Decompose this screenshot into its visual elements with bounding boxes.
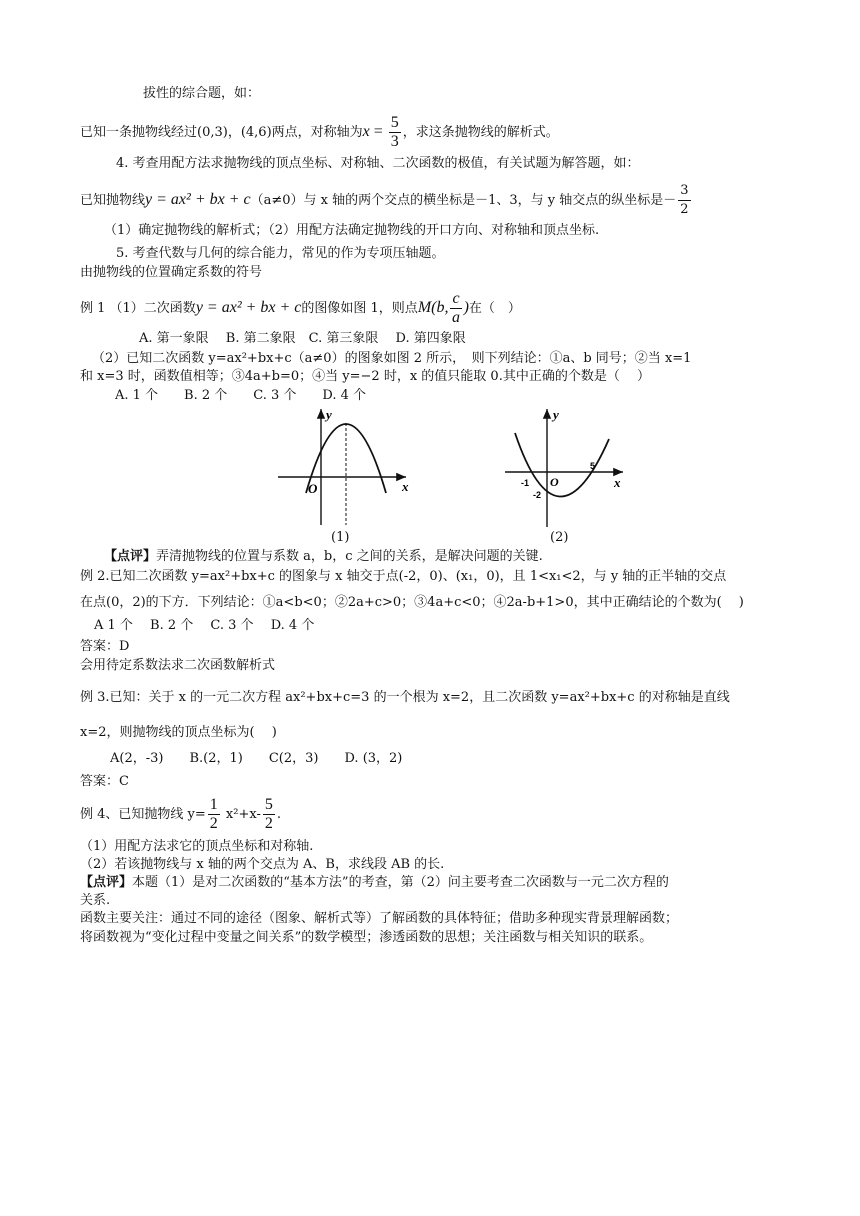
text-line: 拔性的综合题，如： [143,86,261,101]
y-label: y [326,407,332,422]
denominator: a [452,309,461,326]
text-span: 已知抛物线 [80,193,146,208]
text-span: . [276,807,281,822]
x-label: x [402,479,409,494]
answer-line: 答案：D [80,639,130,654]
neg1-label: -1 [521,478,530,488]
text-line: 5. 考查代数与几何的综合能力，常见的作为专项压轴题。 [116,246,445,261]
math-op: = [369,123,387,140]
text-span: 例 1 （1）二次函数 [80,301,196,316]
x-label: x [614,475,621,490]
answer-line: 答案：C [80,774,129,789]
comment-tag: 【点评】 [80,875,133,890]
text-span: 在（ ） [468,301,521,316]
comment-line [80,874,669,892]
fraction [208,796,220,833]
text-line: （2）若该抛物线与 x 轴的两个交点为 A、B，求线段 AB 的长. [80,857,445,872]
figure-2-caption: (2) [550,530,569,545]
math-point: M(b, [417,299,449,316]
figure-1-caption: (1) [331,530,350,545]
origin-label: O [550,475,559,489]
options-line: A. 1 个 B. 2 个 C. 3 个 D. 4 个 [115,388,367,403]
text-line: 关系. [80,893,111,908]
text-line [80,795,281,835]
neg2-label: -2 [533,490,542,500]
math-var: x [362,123,370,140]
figure-1-graph [278,405,418,530]
section-heading: 会用待定系数法求二次函数解析式 [80,658,276,673]
text-line: 4. 考查用配方法求抛物线的顶点坐标、对称轴、二次函数的极值，有关试题为解答题，如： [116,156,640,171]
fraction [450,290,461,327]
text-line: 例 2.已知二次函数 y=ax²+bx+c 的图象与 x 轴交于点(-2，0)、(x₁，0)，且 1<x₁<2，与 y 轴的正半轴的交点 [80,569,727,584]
text-span: 已知一条抛物线经过(0,3)，(4,6)两点，对称轴为 [80,125,363,140]
section-heading: 由抛物线的位置确定系数的符号 [80,265,263,280]
numerator: c [452,290,460,307]
text-line: （1）用配方法求它的顶点坐标和对称轴. [80,839,314,854]
text-span: 例 4、已知抛物线 y= [80,807,206,822]
denominator: 2 [209,815,218,832]
text-span: 本题（1）是对二次函数的“基本方法”的考查，第（2）问主要考查二次函数与一元二次方程的 [132,875,669,890]
text-line [80,288,521,328]
origin-label: O [308,481,318,496]
options-line: A. 第一象限 B. 第二象限 C. 第三象限 D. 第四象限 [139,331,466,346]
text-line: 和 x=3 时，函数值相等；③4a+b=0；④当 y=−2 时，x 的值只能取 0.其中正确的个数是（ ） [80,369,650,384]
five-label: 5 [590,461,596,471]
text-span: ，求这条抛物线的解析式。 [402,125,559,140]
math-op: ) [463,299,469,316]
fraction [678,182,690,219]
text-span: 弄清抛物线的位置与系数 a，b，c 之间的关系，是解决问题的关键. [156,549,543,564]
text-line: （1）确定抛物线的解析式；（2）用配方法确定抛物线的开口方向、对称轴和顶点坐标. [104,223,600,238]
fraction [263,796,275,833]
text-line: 在点(0，2)的下方．下列结论：①a<b<0；②2a+c>0；③4a+c<0；④2a-b+1>0，其中正确结论的个数为( ) [80,595,744,610]
numerator: 3 [678,182,690,201]
figure-2-graph [505,405,625,530]
text-span: 的图像如图 1，则点 [301,301,418,316]
text-line: （2）已知二次函数 y=ax²+bx+c（a≠0）的图象如图 2 所示， 则下列结论：①a、b 同号；②当 x=1 [92,351,692,366]
denominator: 2 [264,815,273,832]
numerator: 1 [209,796,218,813]
comment-line [104,548,543,566]
text-line: x=2，则抛物线的顶点坐标为( ) [80,725,277,740]
y-label: y [553,407,559,422]
denominator: 3 [390,133,399,150]
text-line: 将函数视为“变化过程中变量之间关系”的数学模型；渗透函数的思想；关注函数与相关知识的联系。 [80,930,653,945]
text-line: 例 3.已知：关于 x 的一元二次方程 ax²+bx+c=3 的一个根为 x=2，且二次函数 y=ax²+bx+c 的对称轴是直线 [80,690,730,705]
options-line: A 1 个 B. 2 个 C. 3 个 D. 4 个 [94,618,315,633]
text-line [80,180,693,220]
options-line: A(2，-3) B.(2，1) C(2，3) D. (3，2) [110,751,403,766]
numerator: 5 [390,114,399,131]
denominator: 2 [680,202,689,217]
text-line: 函数主要关注：通过不同的途径（图象、解析式等）了解函数的具体特征；借助多种现实背景理解函数； [80,911,679,926]
text-span: x²+x- [221,807,261,822]
math-expression: y = ax² + bx + c [195,299,302,316]
text-span: （a≠0）与 x 轴的两个交点的横坐标是－1、3，与 y 轴交点的纵坐标是－ [250,193,677,208]
comment-tag: 【点评】 [104,549,157,564]
math-expression: y = ax² + bx + c [145,191,251,208]
text-line [80,112,559,152]
fraction [389,114,401,151]
numerator: 5 [264,796,273,813]
